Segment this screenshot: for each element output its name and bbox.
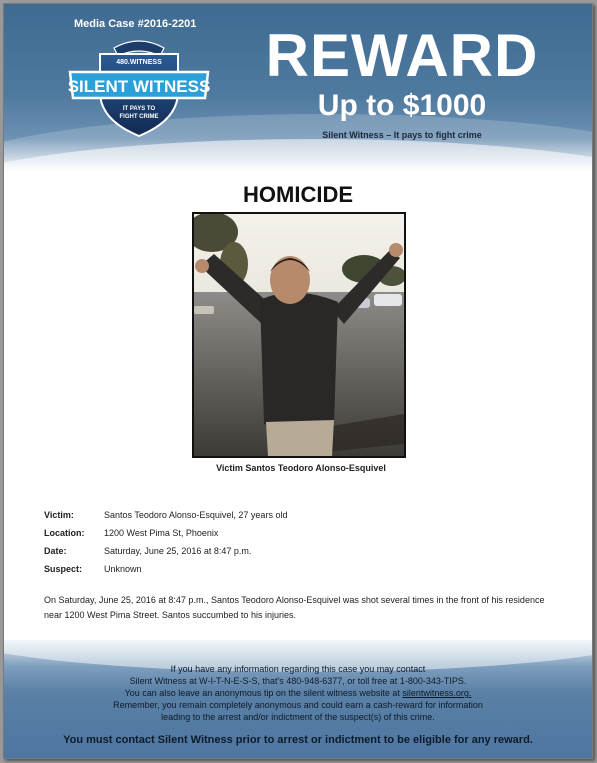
fact-label: Date:	[44, 546, 67, 556]
case-facts	[44, 510, 287, 582]
fact-value: Unknown	[104, 564, 142, 574]
eligibility-warning: You must contact Silent Witness prior to arrest or indictment to be eligible for any reward.	[63, 734, 533, 746]
logo-slogan-line2: FIGHT CRIME	[119, 114, 159, 120]
fact-label: Suspect:	[44, 564, 83, 574]
header-banner	[4, 4, 592, 172]
logo-phone-text: 480.WITNESS	[116, 59, 162, 66]
footer-banner	[4, 640, 592, 758]
contact-line: If you have any information regarding this case you may contact	[170, 664, 426, 674]
logo-slogan-line1: IT PAYS TO	[122, 106, 156, 112]
flyer-page	[3, 3, 593, 759]
silent-witness-logo	[66, 34, 212, 139]
fact-label: Location:	[44, 528, 85, 538]
contact-line: leading to the arrest and/or indictment of the suspect(s) of this crime.	[161, 712, 435, 722]
victim-photo	[192, 212, 406, 458]
reward-amount: Up to $1000	[317, 89, 487, 122]
logo-name-text: SILENT WITNESS	[67, 77, 211, 96]
contact-line: You can also leave an anonymous tip on the silent witness website at silentwitness.org.	[124, 688, 472, 698]
case-narrative: On Saturday, June 25, 2016 at 8:47 p.m., Santos Teodoro Alonso-Esquivel was shot several times in the front of his residence near 1200 West Pima Street. Santos succumbed to his injuries.	[44, 595, 545, 620]
photo-caption: Victim Santos Teodoro Alonso-Esquivel	[216, 463, 386, 473]
fact-row-victim	[44, 510, 287, 528]
media-case-number: Media Case #2016-2201	[74, 18, 197, 30]
fact-label: Victim:	[44, 510, 74, 520]
fact-value: Santos Teodoro Alonso-Esquivel, 27 years old	[104, 510, 288, 520]
tagline: Silent Witness – It pays to fight crime	[322, 130, 482, 140]
crime-title: HOMICIDE	[243, 182, 353, 207]
reward-title: REWARD	[265, 22, 539, 89]
fact-row-location	[44, 528, 287, 546]
contact-info	[4, 663, 592, 723]
website-link[interactable]: silentwitness.org.	[402, 688, 472, 698]
fact-value: Saturday, June 25, 2016 at 8:47 p.m.	[104, 546, 252, 556]
fact-value: 1200 West Pima St, Phoenix	[104, 528, 219, 538]
fact-row-suspect	[44, 564, 287, 582]
contact-line: Remember, you remain completely anonymous and could earn a cash-reward for information	[113, 700, 483, 710]
contact-line: Silent Witness at W-I-T-N-E-S-S, that's 480-948-6377, or toll free at 1-800-343-TIPS.	[129, 676, 467, 686]
fact-row-date	[44, 546, 287, 564]
